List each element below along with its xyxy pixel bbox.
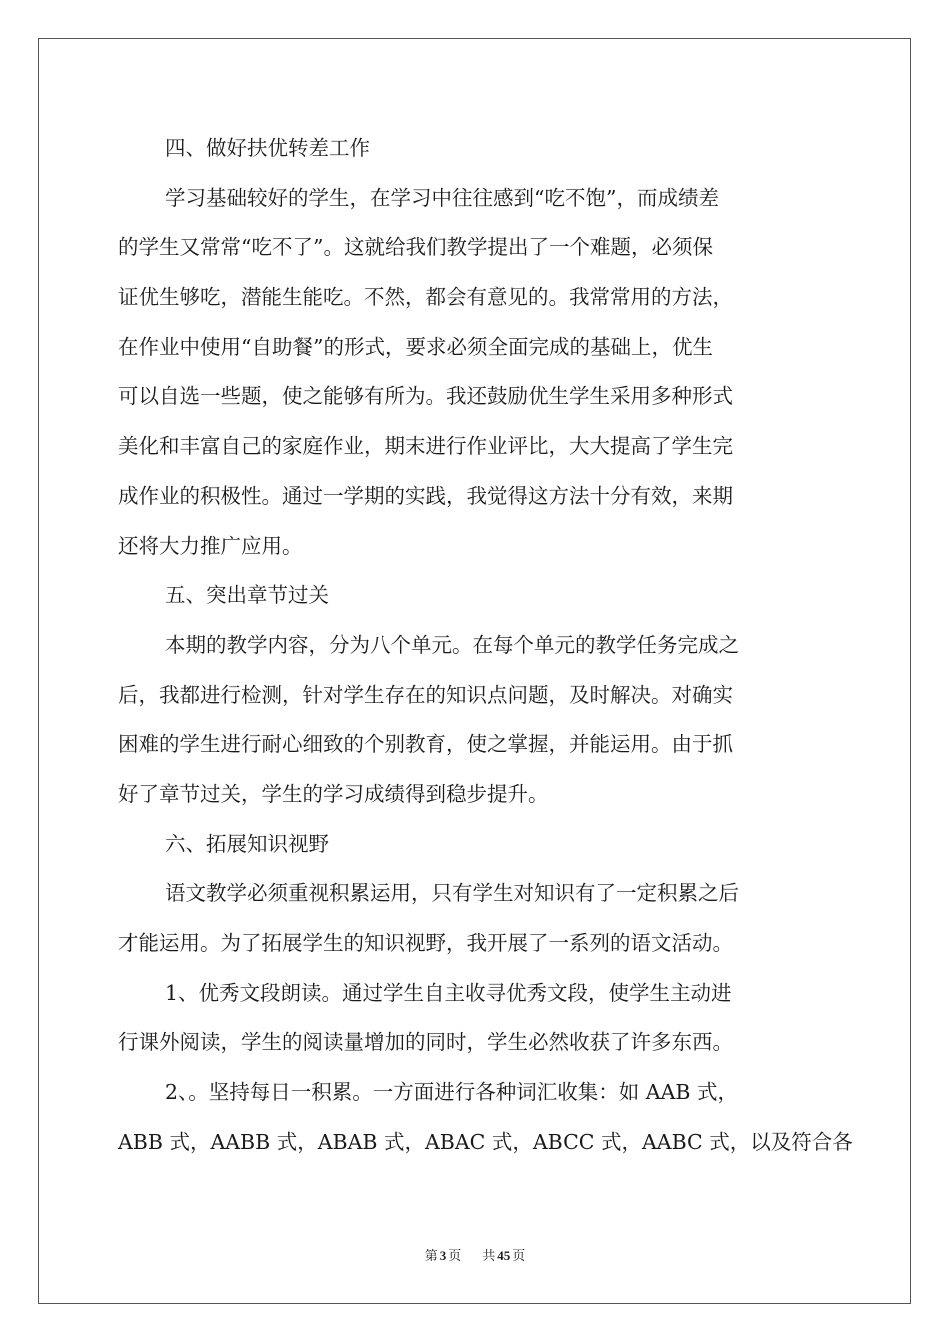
text-line: 学习基础较好的学生，在学习中往往感到“吃不饱”，而成绩差 (165, 185, 719, 210)
text-line: 才能运用。为了拓展学生的知识视野，我开展了一系列的语文活动。 (118, 931, 733, 955)
text-line: 五、突出章节过关 (165, 583, 329, 608)
text-line: 六、拓展知识视野 (165, 831, 329, 856)
text-line: 的学生又常常“吃不了”。这就给我们教学提出了一个难题，必须保 (118, 235, 713, 260)
text-line: 1、优秀文段朗读。通过学生自主收寻优秀文段，使学生主动进 (165, 980, 732, 1005)
text-line: 证优生够吃，潜能生能吃。不然，都会有意见的。我常常用的方法， (118, 285, 733, 310)
text-line: 后，我都进行检测，针对学生存在的知识点问题，及时解决。对确实 (118, 682, 733, 707)
text-line: 成作业的积极性。通过一学期的实践，我觉得这方法十分有效，来期 (118, 483, 733, 508)
text-line: 还将大力推广应用。 (118, 533, 303, 558)
text-line: 在作业中使用“自助餐”的形式，要求必须全面完成的基础上，优生 (118, 334, 713, 359)
text-line: 好了章节过关，学生的学习成绩得到稳步提升。 (118, 781, 549, 806)
text-line: 四、做好扶优转差工作 (165, 136, 370, 160)
document-body (118, 124, 853, 1167)
text-line: 语文教学必须重视积累运用，只有学生对知识有了一定积累之后 (165, 881, 739, 906)
text-line: 困难的学生进行耐心细致的个别教育，使之掌握，并能运用。由于抓 (118, 732, 733, 757)
text-line: ABB 式，AABB 式，ABAB 式，ABAC 式，ABCC 式，AABC 式，以及符合各 (118, 1129, 853, 1154)
total-pages-indicator: 共 45 页 (482, 1248, 526, 1263)
text-line: 可以自选一些题，使之能够有所为。我还鼓励优生学生采用多种形式 (118, 384, 733, 409)
text-line: 行课外阅读，学生的阅读量增加的同时，学生必然收获了许多东西。 (118, 1030, 733, 1055)
page-indicator: 第 3 页 (424, 1248, 462, 1263)
text-line: 2、。坚持每日一积累。一方面进行各种词汇收集：如 AAB 式， (165, 1080, 738, 1105)
text-line: 美化和丰富自己的家庭作业，期末进行作业评比，大大提高了学生完 (118, 434, 733, 459)
page-footer (0, 1245, 950, 1264)
text-line: 本期的教学内容，分为八个单元。在每个单元的教学任务完成之 (165, 632, 739, 657)
